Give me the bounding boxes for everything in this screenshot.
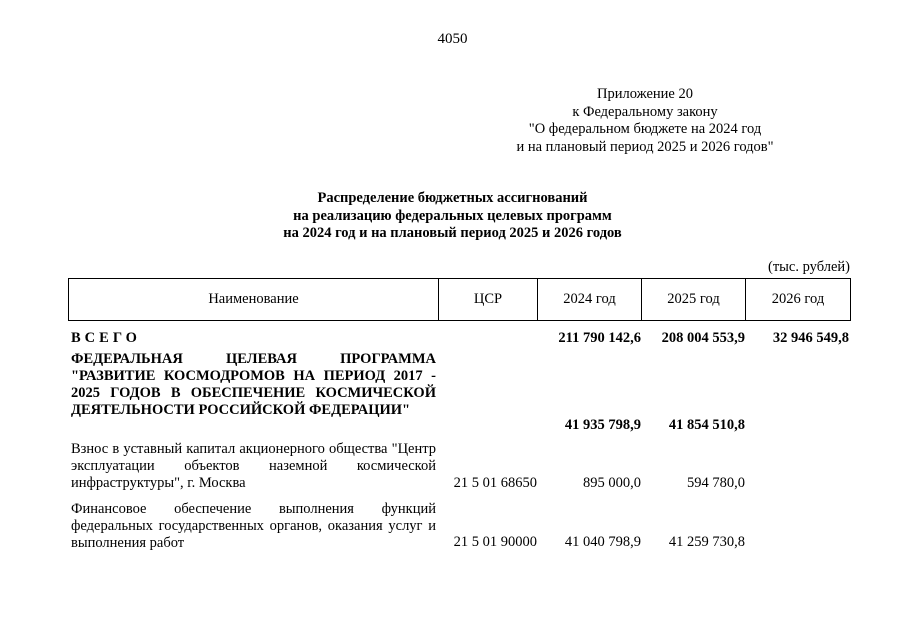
table-header bbox=[68, 278, 851, 321]
total-2025: 208 004 553,9 bbox=[661, 330, 745, 346]
header-name: Наименование bbox=[69, 279, 439, 320]
appendix-line-2: к Федеральному закону bbox=[572, 103, 718, 120]
header-2025: 2025 год bbox=[642, 279, 746, 320]
row-name: ФЕДЕРАЛЬНАЯ ЦЕЛЕВАЯ ПРОГРАММА "РАЗВИТИЕ КОСМОДРОМОВ НА ПЕРИОД 2017 - 2025 ГОДОВ В ОБЕСПЕЧЕНИЕ КОСМИЧЕСКОЙ ДЕЯТЕЛЬНОСТИ РОССИЙСКОЙ ФЕДЕРАЦИИ" bbox=[71, 351, 436, 418]
row-csr: 21 5 01 90000 bbox=[453, 534, 537, 550]
appendix-line-3: "О федеральном бюджете на 2024 год bbox=[528, 121, 762, 137]
document-title bbox=[0, 190, 905, 243]
header-csr: ЦСР bbox=[439, 279, 538, 320]
appendix-header bbox=[480, 86, 810, 156]
appendix-line-4: и на плановый период 2025 и 2026 годов" bbox=[516, 138, 774, 155]
row-2025: 41 259 730,8 bbox=[668, 534, 745, 550]
row-name: Финансовое обеспечение выполнения функций федеральных государственных органов, оказания услуг и выполнения работ bbox=[71, 501, 436, 551]
appendix-line-1: Приложение 20 bbox=[597, 86, 693, 102]
header-2024: 2024 год bbox=[538, 279, 642, 320]
row-2025: 41 854 510,8 bbox=[668, 417, 745, 433]
row-2024: 41 040 798,9 bbox=[564, 534, 641, 550]
title-line-2: на реализацию федеральных целевых программ bbox=[293, 207, 612, 224]
title-line-1: Распределение бюджетных ассигнований bbox=[317, 190, 588, 206]
total-2024: 211 790 142,6 bbox=[558, 330, 641, 346]
title-line-3: на 2024 год и на плановый период 2025 и 2026 годов bbox=[283, 225, 622, 241]
total-2026: 32 946 549,8 bbox=[772, 330, 849, 346]
row-2024: 895 000,0 bbox=[583, 475, 641, 491]
units-label: (тыс. рублей) bbox=[768, 259, 850, 275]
total-label: ВСЕГО bbox=[71, 330, 141, 346]
row-2024: 41 935 798,9 bbox=[564, 417, 641, 433]
row-name: Взнос в уставный капитал акционерного общества "Центр эксплуатации объектов наземной космической инфраструктуры", г. Москва bbox=[71, 441, 436, 491]
header-2026: 2026 год bbox=[771, 291, 825, 307]
page-number: 4050 bbox=[437, 31, 468, 47]
row-2025: 594 780,0 bbox=[687, 475, 745, 491]
row-csr: 21 5 01 68650 bbox=[453, 475, 537, 491]
